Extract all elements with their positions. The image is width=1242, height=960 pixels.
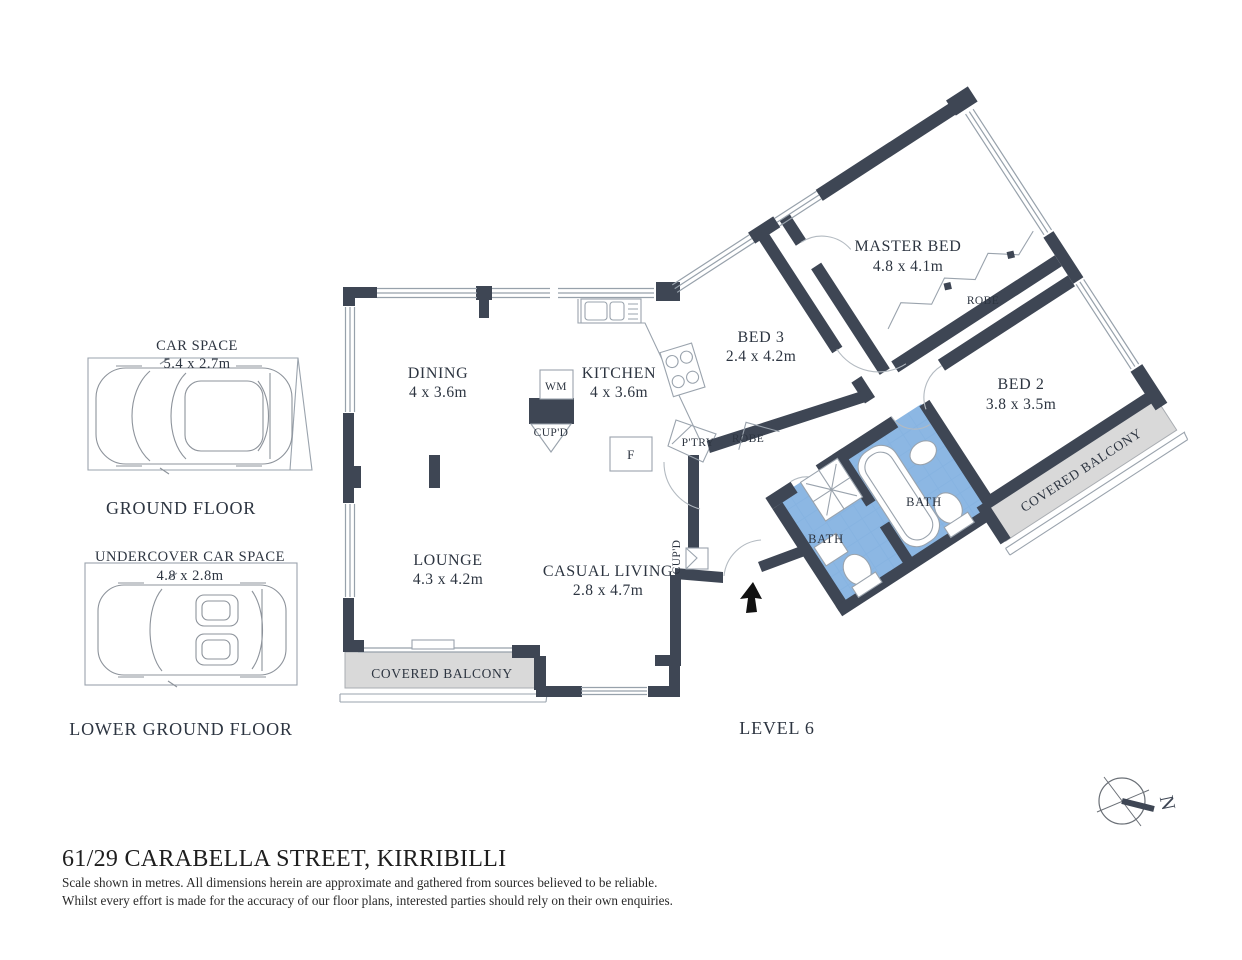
robe-hook-1 (944, 282, 952, 290)
bath-large-label: BATH (906, 495, 942, 509)
left-wing-walls (343, 282, 805, 697)
bed2-dims: 3.8 x 3.5m (985, 396, 1057, 413)
dining-dims: 4 x 3.6m (409, 384, 467, 401)
hall-cupboard-label: CUP'D (671, 539, 683, 575)
lounge-dims: 4.3 x 4.2m (412, 571, 484, 588)
balcony-rail-lines (340, 694, 548, 702)
lounge-balcony-label: COVERED BALCONY (371, 666, 513, 681)
wm-label: WM (545, 381, 567, 393)
address-title: 61/29 CARABELLA STREET, KIRRIBILLI (62, 846, 507, 872)
cooktop-icon (660, 343, 705, 397)
lower-ground-car-space (69, 549, 297, 739)
robe-hook-2 (1007, 251, 1015, 259)
compass-icon (1097, 777, 1179, 826)
disclaimer-line-1: Scale shown in metres. All dimensions herein are approximate and gathered from sources believed to be reliable. (62, 875, 658, 890)
car-space-slant-line (290, 358, 298, 470)
entry-arrow-icon (740, 582, 762, 613)
disclaimer-line-2: Whilst every effort is made for the accuracy of our floor plans, interested parties should rely on their own enquiries. (62, 893, 673, 908)
casual-living-label: CASUAL LIVING (542, 563, 674, 580)
ground-floor-title: GROUND FLOOR (105, 498, 257, 518)
casual-bottom-window (581, 688, 647, 695)
master-window (966, 109, 1052, 235)
pantry-label: P'TRY (681, 437, 715, 449)
undercover-space-dims: 4.8 x 2.8m (156, 568, 224, 584)
kitchen-label: KITCHEN (581, 365, 657, 382)
master-robe-label: ROBE (966, 295, 1000, 307)
bed3-label: BED 3 (737, 329, 785, 346)
level6-title: LEVEL 6 (739, 718, 815, 738)
bed3-window (672, 235, 754, 293)
bed2-door-arc (911, 366, 957, 410)
kitchen-dims: 4 x 3.6m (590, 384, 648, 401)
master-bed-dims: 4.8 x 4.1m (872, 258, 944, 275)
fridge-label: F (627, 447, 635, 462)
bed3-robe-label: ROBE (731, 433, 765, 445)
kitchen-cupboard-label: CUP'D (533, 427, 569, 439)
left-window-1 (346, 307, 355, 412)
footer (62, 846, 673, 908)
master-door-arc (801, 222, 851, 270)
left-window-2 (346, 504, 355, 597)
lounge-label: LOUNGE (413, 552, 483, 569)
bed3-dims: 2.4 x 4.2m (725, 348, 797, 365)
balcony-door-threshold (412, 640, 454, 649)
lower-ground-floor-title: LOWER GROUND FLOOR (69, 719, 293, 739)
casual-living-dims: 2.8 x 4.7m (572, 582, 644, 599)
car-space-dims: 5.4 x 2.7m (163, 356, 231, 372)
car-top-view-icon (96, 358, 292, 474)
dining-top-window (377, 289, 477, 298)
car-space-outline (88, 358, 312, 470)
compass-north-label: N (1154, 793, 1180, 813)
bed2-label: BED 2 (997, 376, 1045, 393)
master-bed-label: MASTER BED (854, 238, 962, 255)
car-space-label: CAR SPACE (156, 338, 238, 354)
bed2-window (1076, 279, 1139, 369)
bath-small-label: BATH (808, 532, 844, 546)
entry-door-arc (724, 540, 761, 576)
bed2-balcony-label: COVERED BALCONY (1017, 425, 1145, 515)
left-wing (340, 282, 805, 702)
top-window-2 (492, 289, 550, 298)
kitchen-top-window (558, 289, 654, 298)
ground-car-space (88, 338, 312, 518)
dining-label: DINING (407, 365, 469, 382)
undercover-space-label: UNDERCOVER CAR SPACE (95, 549, 285, 565)
convertible-car-top-view-icon (98, 573, 286, 687)
